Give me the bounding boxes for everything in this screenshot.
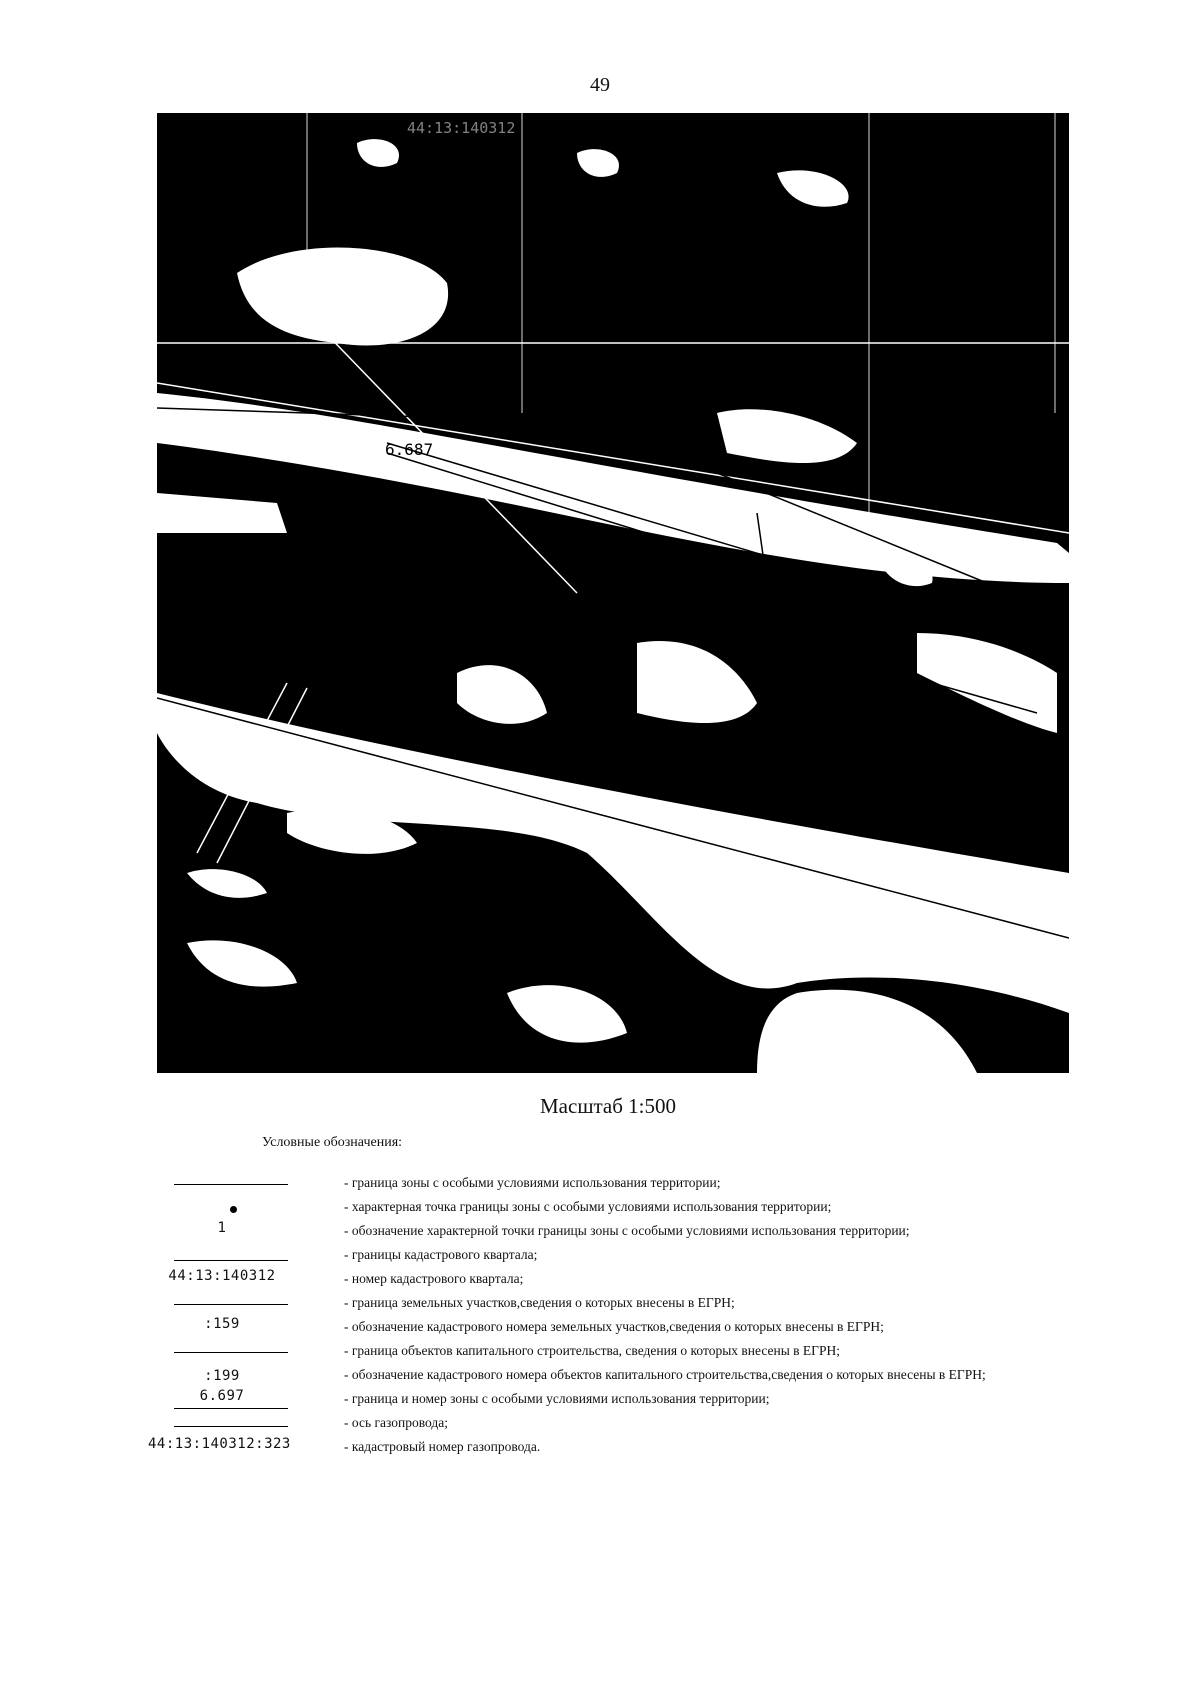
legend-title: Условные обозначения: <box>262 1135 403 1150</box>
legend-description: - кадастровый номер газопровода. <box>344 1439 541 1454</box>
boundary-point-dot <box>230 1206 237 1213</box>
building-boundary-line <box>174 1352 288 1353</box>
quarter-boundary-line <box>174 1260 288 1261</box>
legend-symbol <box>148 1316 296 1340</box>
zone-number-underline <box>174 1408 288 1409</box>
map-label-left: Ю <box>165 277 186 299</box>
scale-label: Масштаб 1:500 <box>540 1094 677 1118</box>
point-number-label: 1 <box>217 1220 227 1236</box>
zone-boundary-line <box>174 1184 288 1185</box>
legend-description: - характерная точка границы зоны с особыми условиями использования территории; <box>344 1199 832 1214</box>
legend-row <box>148 1364 1188 1388</box>
legend-row <box>148 1436 1188 1460</box>
parcel-boundary-line <box>174 1304 288 1305</box>
map-canvas <box>157 113 1069 1073</box>
legend-description: - граница объектов капитального строительства, сведения о которых внесены в ЕГРН; <box>344 1343 840 1358</box>
legend-symbol <box>148 1220 296 1244</box>
legend-description: - обозначение кадастрового номера объектов капитального строительства,сведения о которых внесены в ЕГРН; <box>344 1367 986 1382</box>
legend-row <box>148 1172 1188 1196</box>
legend-symbol <box>148 1388 296 1412</box>
page-number: 49 <box>590 74 610 96</box>
building-number-label: :199 <box>204 1368 240 1384</box>
pipeline-number-label: 44:13:140312:323 <box>148 1436 291 1452</box>
legend-symbol <box>148 1436 296 1460</box>
legend-row <box>148 1292 1188 1316</box>
legend-symbol <box>148 1340 296 1364</box>
open-ground <box>157 139 1069 1073</box>
pipeline-axis-line <box>174 1426 288 1427</box>
legend-description: - обозначение кадастрового номера земельных участков,сведения о которых внесены в ЕГРН; <box>344 1319 884 1334</box>
legend-symbol <box>148 1412 296 1436</box>
legend-row <box>148 1412 1188 1436</box>
legend-description: - граница зоны с особыми условиями использования территории; <box>344 1175 721 1190</box>
legend-symbol <box>148 1268 296 1292</box>
legend-symbol <box>148 1364 296 1388</box>
legend-symbol <box>148 1292 296 1316</box>
legend-description: - границы кадастрового квартала; <box>344 1247 538 1262</box>
legend-description: - граница и номер зоны с особыми условиями использования территории; <box>344 1391 770 1406</box>
map-label-top: 44:13:140312 <box>407 119 516 137</box>
legend-row <box>148 1196 1188 1220</box>
legend <box>148 1172 1188 1460</box>
map-label-zone: 6.687 <box>385 440 434 459</box>
legend-description: - номер кадастрового квартала; <box>344 1271 524 1286</box>
legend-description: - обозначение характерной точки границы зоны с особыми условиями использования территории; <box>344 1223 910 1238</box>
legend-row <box>148 1388 1188 1412</box>
legend-symbol <box>148 1172 296 1196</box>
legend-row <box>148 1316 1188 1340</box>
legend-row <box>148 1268 1188 1292</box>
legend-description: - граница земельных участков,сведения о которых внесены в ЕГРН; <box>344 1295 735 1310</box>
legend-description: - ось газопровода; <box>344 1415 448 1430</box>
satellite-map <box>157 113 1069 1073</box>
legend-row <box>148 1220 1188 1244</box>
zone-number-label: 6.697 <box>199 1388 245 1404</box>
legend-symbol <box>148 1244 296 1268</box>
legend-row <box>148 1244 1188 1268</box>
legend-symbol <box>148 1196 296 1220</box>
map-label-point: :17 <box>957 711 983 727</box>
quarter-number-label: 44:13:140312 <box>168 1268 276 1284</box>
parcel-number-label: :159 <box>204 1316 240 1332</box>
legend-row <box>148 1340 1188 1364</box>
